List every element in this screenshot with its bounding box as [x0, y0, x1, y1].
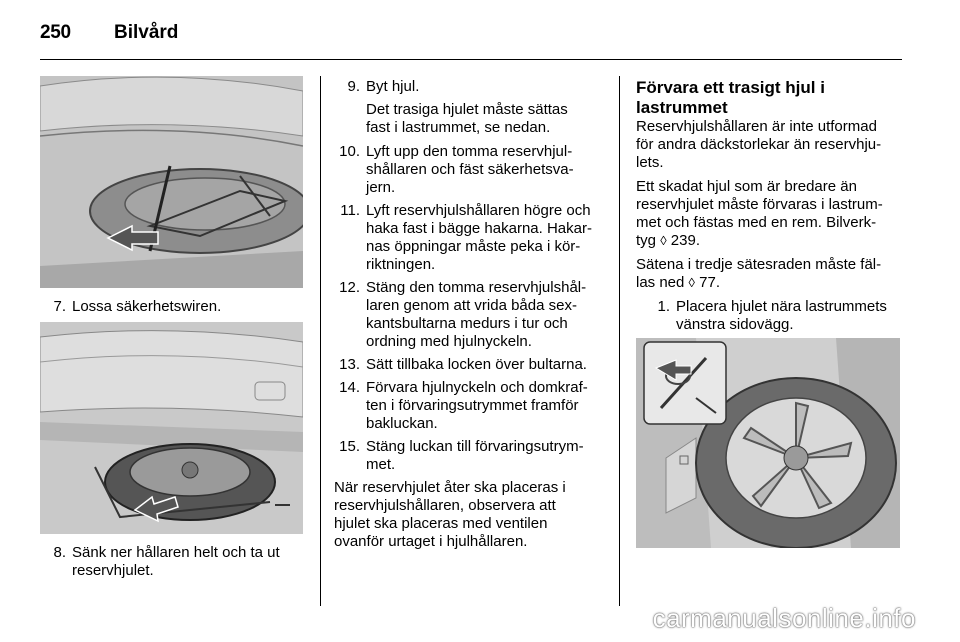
paragraph-2 — [636, 178, 906, 250]
paragraph-text: tyg — [636, 232, 657, 249]
step-text-line: vänstra sidovägg. — [676, 316, 794, 333]
illustration-wheel-in-cargo — [636, 338, 900, 548]
storage-section — [636, 78, 906, 339]
paragraph-1 — [636, 118, 906, 172]
paragraph-line: för andra däckstorlekar än reservhju- — [636, 136, 882, 153]
step-text-line: Förvara hjulnyckeln och domkraf- — [366, 379, 588, 396]
page-reference-icon: ◊ — [660, 233, 667, 248]
page-reference-link[interactable]: 239. — [670, 232, 700, 249]
storage-step-1 — [644, 298, 906, 334]
step-8 — [40, 544, 315, 585]
step-number: 13. — [339, 356, 360, 373]
paragraph-line: ovanför urtaget i hjulhållaren. — [334, 533, 528, 550]
header-rule — [40, 59, 902, 60]
step-text-line: laren genom att vrida båda sex- — [366, 297, 577, 314]
illustration-security-wire — [40, 76, 303, 288]
step-text-line: Lyft reservhjulshållaren högre och — [366, 202, 591, 219]
column-divider-left — [320, 76, 321, 606]
paragraph-text: las ned — [636, 274, 685, 291]
illustration-lower-holder — [40, 322, 303, 534]
step-number: 7. — [53, 298, 66, 315]
step-text-line: shållaren och fäst säkerhetsva- — [366, 161, 574, 178]
closing-paragraph — [334, 479, 610, 551]
step-number: 11. — [340, 202, 360, 219]
step-number: 1. — [657, 298, 670, 315]
step-text-line: kantsbultarna medurs i tur och — [366, 315, 568, 332]
page-number: 250 — [40, 22, 71, 43]
note-line: Det trasiga hjulet måste sättas — [366, 101, 568, 118]
step-number: 14. — [339, 379, 360, 396]
step-text-line: Sänk ner hållaren helt och ta ut — [72, 544, 280, 561]
step-text-line: nas öppningar måste peka i kör- — [366, 238, 581, 255]
step-11 — [334, 202, 610, 274]
step-13 — [334, 356, 610, 374]
step-15 — [334, 438, 610, 474]
step-text-line: riktningen. — [366, 256, 436, 273]
step-number: 15. — [339, 438, 360, 455]
paragraph-line: Sätena i tredje sätesraden måste fäl- — [636, 256, 882, 273]
paragraph-line: lets. — [636, 154, 664, 171]
step-9-note — [334, 101, 610, 137]
paragraph-line: reservhjulshållaren, observera att — [334, 497, 556, 514]
step-text-line: Stäng luckan till förvaringsutrym- — [366, 438, 584, 455]
step-7 — [40, 298, 310, 321]
paragraph-line: Ett skadat hjul som är bredare än — [636, 178, 857, 195]
heading-line: Förvara ett trasigt hjul i — [636, 78, 825, 97]
page-reference-link[interactable]: 77. — [699, 274, 721, 291]
note-line: fast i lastrummet, se nedan. — [366, 119, 551, 136]
step-text-line: bakluckan. — [366, 415, 438, 432]
step-14 — [334, 379, 610, 433]
step-text-line: jern. — [366, 179, 396, 196]
step-text-line: Byt hjul. — [366, 78, 420, 95]
section-heading — [636, 78, 906, 118]
step-number: 12. — [339, 279, 360, 296]
step-text-line: Lyft upp den tomma reservhjul- — [366, 143, 573, 160]
paragraph-line — [636, 274, 906, 292]
step-number: 10. — [339, 143, 360, 160]
paragraph-line: met och fästas med en rem. Bilverk- — [636, 214, 877, 231]
paragraph-line: hjulet ska placeras med ventilen — [334, 515, 548, 532]
step-text-line: ten i förvaringsutrymmet framför — [366, 397, 579, 414]
step-number: 8. — [53, 544, 66, 561]
chapter-title: Bilvård — [114, 22, 179, 43]
step-text-line: met. — [366, 456, 396, 473]
paragraph-line: Reservhjulshållaren är inte utformad — [636, 118, 877, 135]
step-text-line: Placera hjulet nära lastrummets — [676, 298, 887, 315]
step-number: 9. — [347, 78, 360, 95]
paragraph-line — [636, 232, 906, 250]
heading-line: lastrummet — [636, 98, 728, 117]
step-10 — [334, 143, 610, 197]
step-text-line: Sätt tillbaka locken över bultarna. — [366, 356, 587, 373]
step-text-line: haka fast i bägge hakarna. Hakar- — [366, 220, 592, 237]
step-text-line: Stäng den tomma reservhjulshål- — [366, 279, 587, 296]
step-text-line: ordning med hjulnyckeln. — [366, 333, 532, 350]
instructions-column — [334, 78, 610, 557]
page-reference-icon: ◊ — [688, 275, 695, 290]
column-divider-right — [619, 76, 620, 606]
paragraph-line: När reservhjulet åter ska placeras i — [334, 479, 566, 496]
step-12 — [334, 279, 610, 351]
step-text: Lossa säkerhetswiren. — [72, 298, 222, 315]
paragraph-line: reservhjulet måste förvaras i lastrum- — [636, 196, 883, 213]
step-9 — [334, 78, 610, 96]
paragraph-3 — [636, 256, 906, 292]
step-text-line: reservhjulet. — [72, 562, 154, 579]
watermark: carmanualsonline.info — [652, 603, 916, 633]
